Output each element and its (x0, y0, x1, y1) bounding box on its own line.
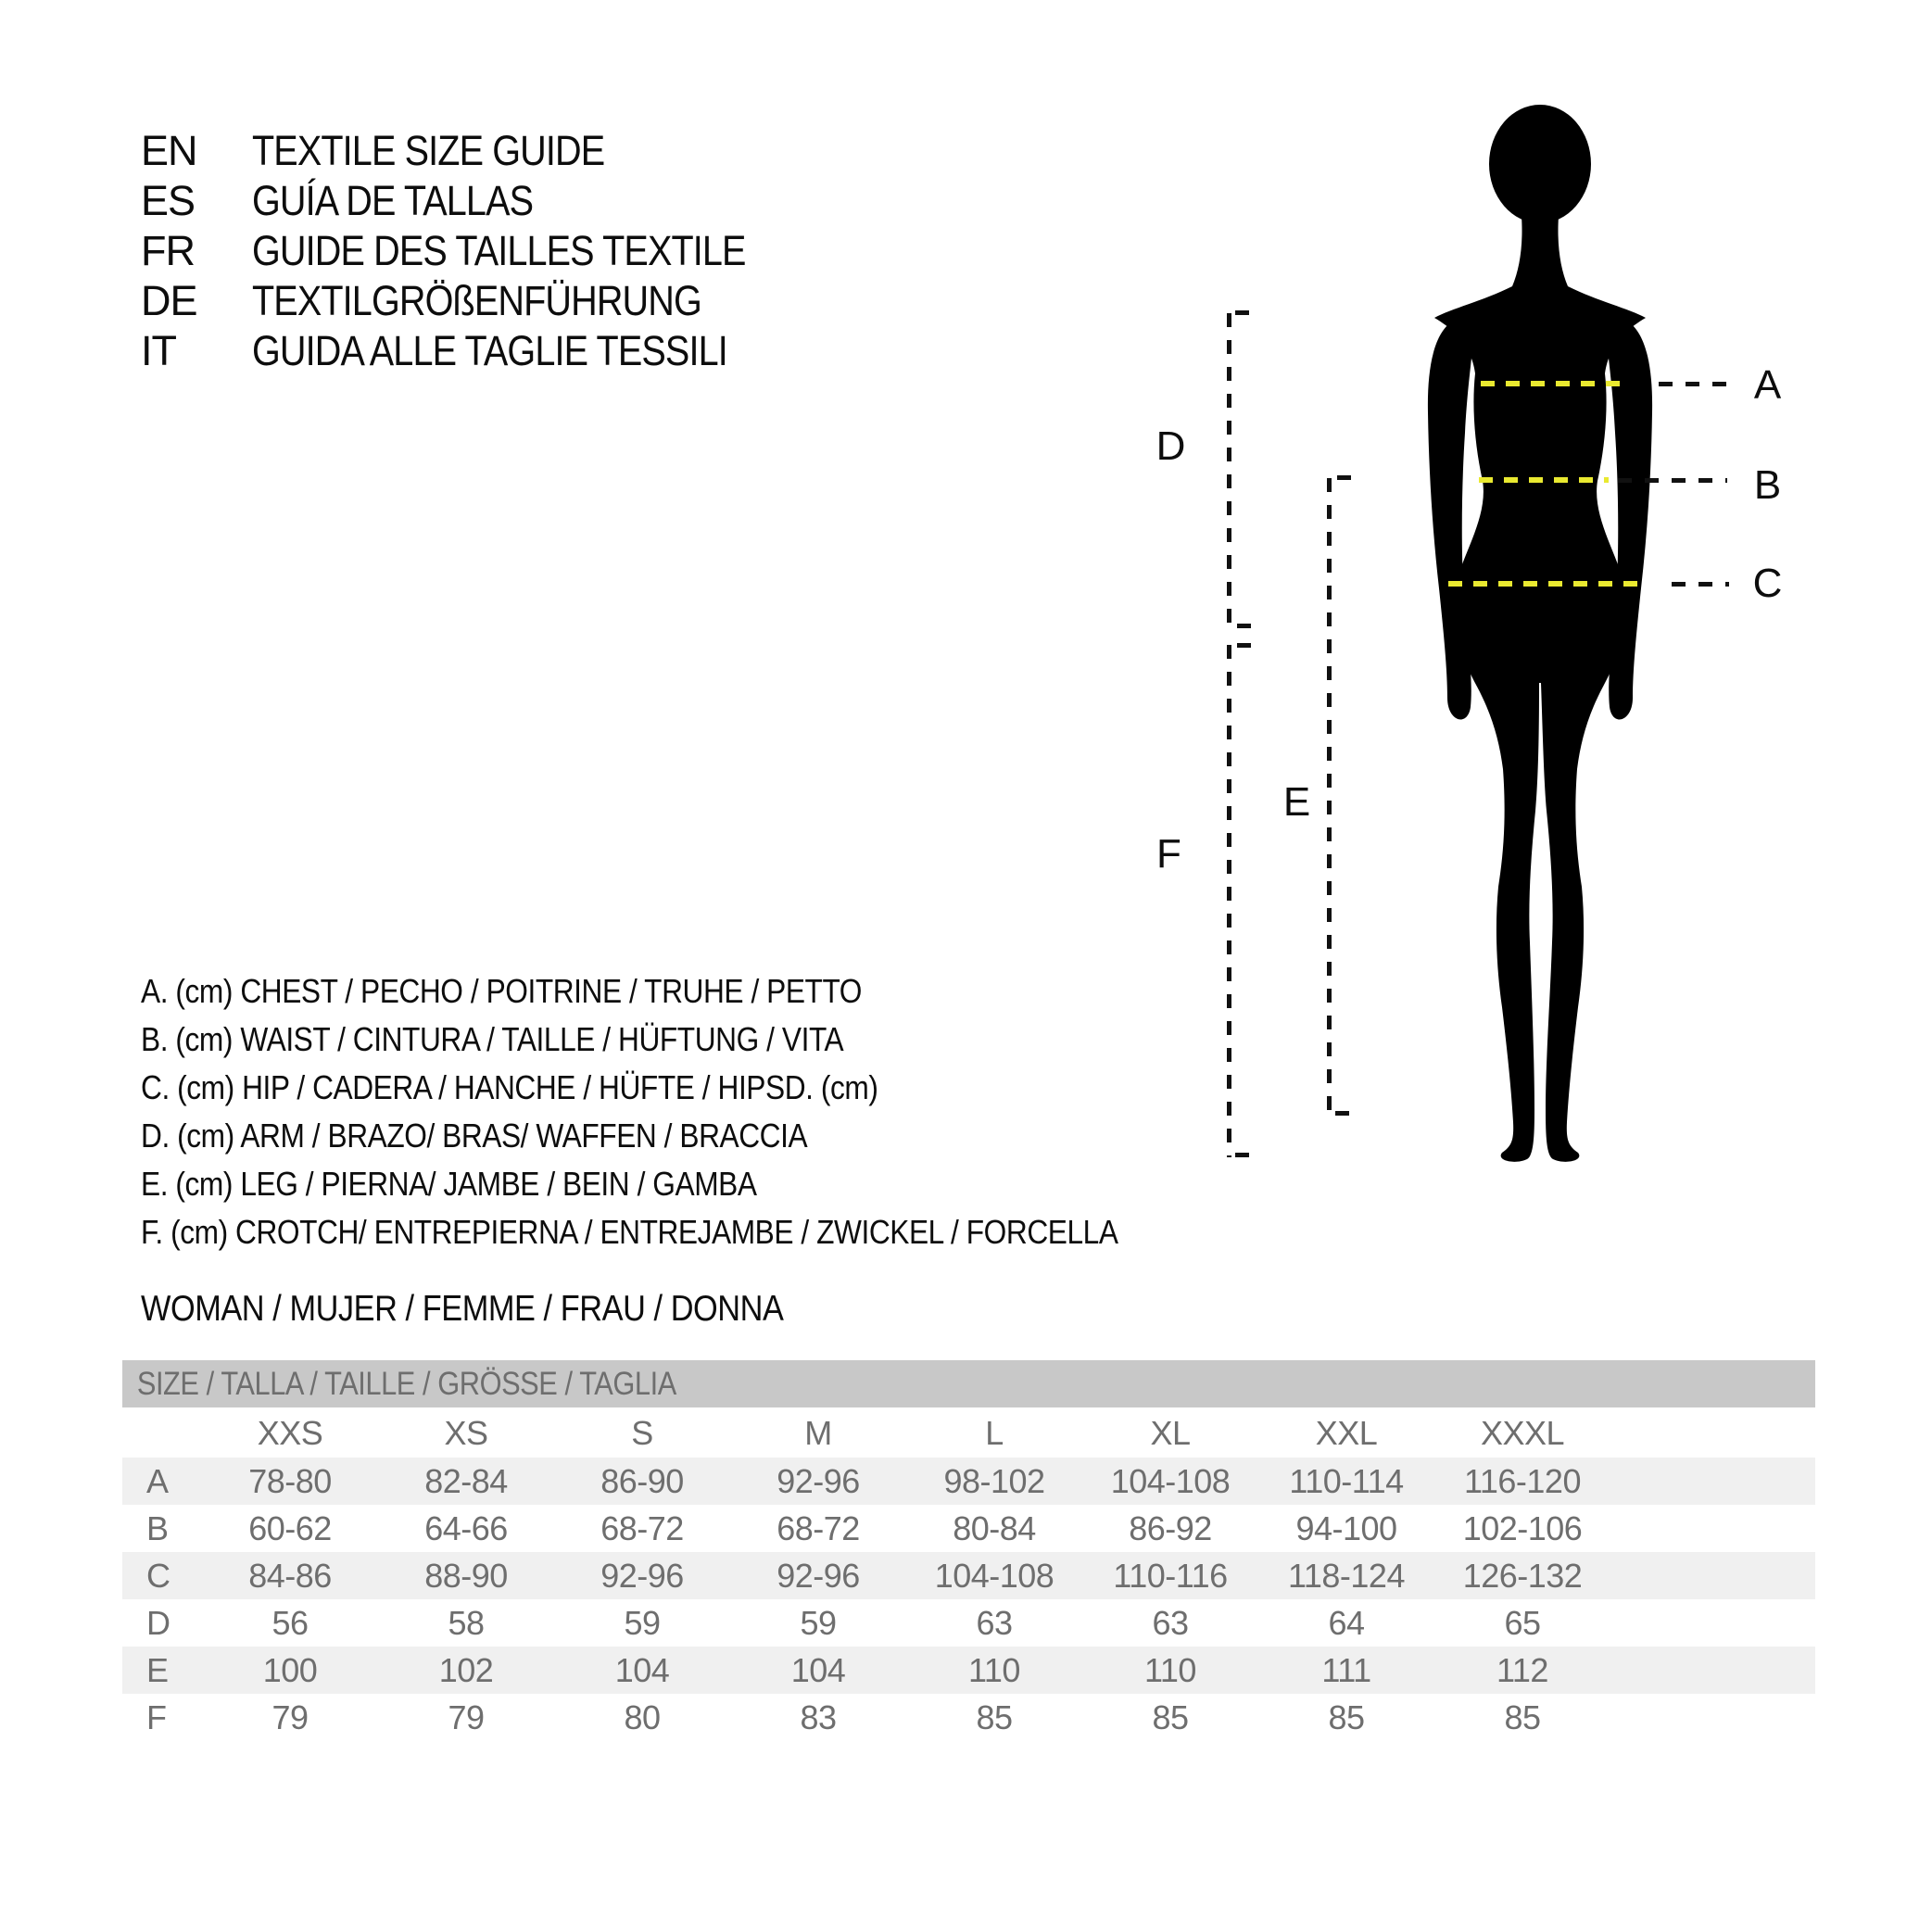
crotch-measure-tick-top (1237, 643, 1251, 648)
cell-d-s: 59 (624, 1604, 661, 1642)
crotch-measure-tick-bottom (1235, 1153, 1249, 1157)
language-code-en: EN (141, 127, 197, 174)
size-header-l: L (985, 1414, 1004, 1452)
cell-b-l: 80-84 (953, 1509, 1036, 1547)
legend-chest: A. (cm) CHEST / PECHO / POITRINE / TRUHE / PETTO (141, 972, 863, 1010)
leg-measure-tick-bottom (1335, 1111, 1349, 1116)
cell-d-xl: 63 (1152, 1604, 1189, 1642)
cell-d-m: 59 (800, 1604, 837, 1642)
cell-e-xxs: 100 (262, 1651, 318, 1689)
cell-b-xxs: 60-62 (248, 1509, 332, 1547)
cell-a-xs: 82-84 (424, 1462, 508, 1500)
size-table-banner-text: SIZE / TALLA / TAILLE / GRÖSSE / TAGLIA (136, 1366, 676, 1402)
table-row-waist (122, 1505, 1815, 1552)
cell-e-xl: 110 (1144, 1651, 1196, 1689)
cell-d-xxs: 56 (271, 1604, 309, 1642)
guide-title-it: GUIDA ALLE TAGLIE TESSILI (252, 327, 727, 374)
cell-c-m: 92-96 (777, 1557, 860, 1595)
arm-measure-line (1227, 313, 1231, 628)
cell-a-xxs: 78-80 (248, 1462, 332, 1500)
cell-b-xl: 86-92 (1129, 1509, 1212, 1547)
hip-measure-dash-yellow (1448, 581, 1637, 587)
arm-measure-tick-bottom (1237, 624, 1251, 628)
leg-measure-line (1327, 478, 1332, 1116)
size-header-row (122, 1409, 1815, 1457)
cell-f-s: 80 (624, 1698, 661, 1736)
chest-measure-dash-black (1659, 382, 1735, 386)
cell-f-m: 83 (800, 1698, 837, 1736)
cell-f-xxl: 85 (1328, 1698, 1365, 1736)
measure-label-f: F (1156, 831, 1181, 877)
size-header-xxxl: XXXL (1480, 1414, 1565, 1452)
table-row-leg (122, 1647, 1815, 1694)
cell-e-m: 104 (790, 1651, 846, 1689)
cell-b-s: 68-72 (600, 1509, 684, 1547)
cell-a-xl: 104-108 (1110, 1462, 1231, 1500)
language-code-es: ES (141, 177, 196, 224)
legend-crotch: F. (cm) CROTCH/ ENTREPIERNA / ENTREJAMBE / ZWICKEL / FORCELLA (141, 1213, 1118, 1251)
section-title-woman: WOMAN / MUJER / FEMME / FRAU / DONNA (141, 1289, 784, 1329)
measure-label-e: E (1282, 779, 1310, 825)
size-header-xs: XS (444, 1414, 488, 1452)
cell-b-xs: 64-66 (424, 1509, 508, 1547)
cell-c-xxs: 84-86 (248, 1557, 332, 1595)
crotch-measure-line (1227, 645, 1231, 1157)
language-code-it: IT (141, 327, 176, 374)
cell-f-xxs: 79 (271, 1698, 309, 1736)
hip-measure-dash-black (1672, 582, 1729, 587)
cell-a-m: 92-96 (777, 1462, 860, 1500)
row-label-f: F (146, 1698, 167, 1736)
row-label-e: E (146, 1651, 170, 1689)
waist-measure-dash-black (1618, 478, 1727, 483)
legend-hip: C. (cm) HIP / CADERA / HANCHE / HÜFTE / HIPSD. (cm) (141, 1068, 878, 1106)
cell-a-xxl: 110-114 (1289, 1462, 1404, 1500)
cell-d-xxl: 64 (1328, 1604, 1365, 1642)
size-header-m: M (804, 1414, 832, 1452)
cell-a-xxxl: 116-120 (1464, 1462, 1581, 1500)
size-header-xxl: XXL (1315, 1414, 1378, 1452)
cell-d-xs: 58 (448, 1604, 485, 1642)
measure-label-c: C (1752, 561, 1782, 606)
chest-measure-dash-yellow (1481, 381, 1622, 386)
cell-e-xxl: 111 (1321, 1651, 1371, 1689)
legend-arm: D. (cm) ARM / BRAZO/ BRAS/ WAFFEN / BRACCIA (141, 1117, 808, 1155)
row-label-c: C (146, 1557, 170, 1595)
cell-c-xxxl: 126-132 (1462, 1557, 1583, 1595)
cell-c-xs: 88-90 (424, 1557, 508, 1595)
cell-f-xxxl: 85 (1504, 1698, 1541, 1736)
guide-title-es: GUÍA DE TALLAS (252, 177, 534, 224)
cell-e-xs: 102 (438, 1651, 494, 1689)
arm-measure-tick-top (1235, 310, 1249, 315)
legend-leg: E. (cm) LEG / PIERNA/ JAMBE / BEIN / GAMBA (141, 1165, 757, 1203)
cell-b-m: 68-72 (777, 1509, 860, 1547)
cell-a-l: 98-102 (943, 1462, 1045, 1500)
cell-c-xl: 110-116 (1113, 1557, 1228, 1595)
guide-title-fr: GUIDE DES TAILLES TEXTILE (252, 227, 746, 274)
table-row-arm (122, 1599, 1815, 1647)
cell-f-l: 85 (976, 1698, 1013, 1736)
cell-b-xxl: 94-100 (1295, 1509, 1397, 1547)
cell-f-xs: 79 (448, 1698, 485, 1736)
table-row-chest (122, 1458, 1815, 1505)
legend-waist: B. (cm) WAIST / CINTURA / TAILLE / HÜFTUNG / VITA (141, 1020, 844, 1058)
table-row-crotch (122, 1694, 1815, 1741)
size-table-banner (122, 1360, 1815, 1407)
row-label-b: B (146, 1509, 170, 1547)
cell-e-l: 110 (968, 1651, 1020, 1689)
cell-c-l: 104-108 (934, 1557, 1054, 1595)
size-header-xl: XL (1150, 1414, 1191, 1452)
waist-measure-dash-yellow (1479, 477, 1609, 483)
leg-measure-tick-top (1337, 475, 1351, 480)
row-label-a: A (146, 1462, 170, 1500)
cell-e-xxxl: 112 (1496, 1651, 1548, 1689)
language-code-fr: FR (141, 227, 195, 274)
cell-a-s: 86-90 (600, 1462, 684, 1500)
measure-label-b: B (1753, 462, 1781, 508)
measure-label-a: A (1753, 362, 1781, 408)
row-label-d: D (146, 1604, 170, 1642)
language-code-de: DE (141, 277, 197, 324)
guide-title-en: TEXTILE SIZE GUIDE (252, 127, 605, 174)
cell-f-xl: 85 (1152, 1698, 1189, 1736)
cell-e-s: 104 (614, 1651, 670, 1689)
guide-title-de: TEXTILGRÖßENFÜHRUNG (252, 277, 701, 324)
woman-silhouette (1344, 88, 1742, 1172)
size-header-s: S (631, 1414, 653, 1452)
size-header-xxs: XXS (257, 1414, 323, 1452)
cell-c-xxl: 118-124 (1288, 1557, 1405, 1595)
cell-b-xxxl: 102-106 (1462, 1509, 1583, 1547)
measure-label-d: D (1155, 423, 1185, 469)
cell-c-s: 92-96 (600, 1557, 684, 1595)
table-row-hip (122, 1552, 1815, 1599)
cell-d-l: 63 (976, 1604, 1013, 1642)
cell-d-xxxl: 65 (1504, 1604, 1541, 1642)
